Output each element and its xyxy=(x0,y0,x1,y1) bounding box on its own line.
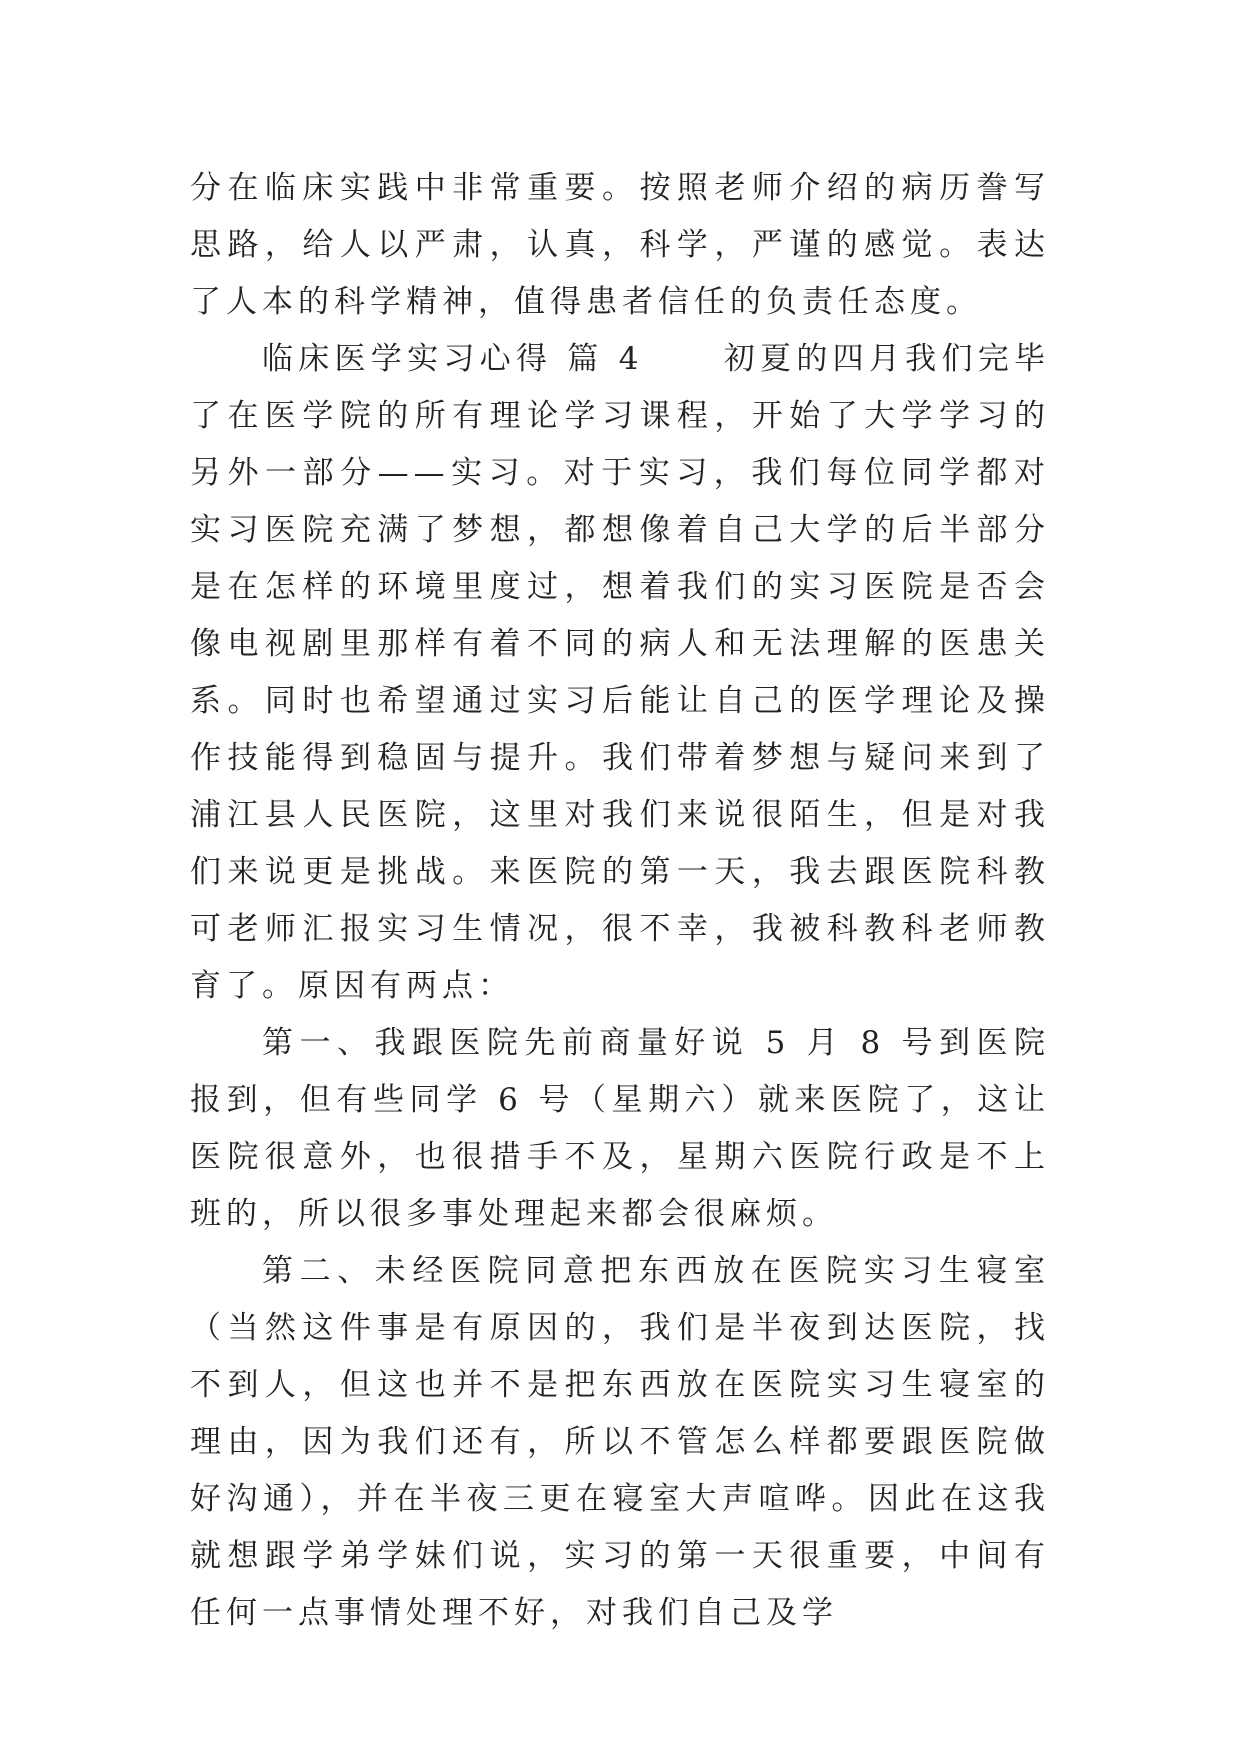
paragraph-reason-two xyxy=(190,1243,1050,1642)
paragraph-text: 第一、我跟医院先前商量好说 5 月 8 号到医院报到，但有些同学 6 号（星期六）就来医院了，这让医院很意外，也很措手不及，星期六医院行政是不上班的，所以很多事处理起来都会很麻烦。 xyxy=(190,1025,1050,1232)
section-heading: 临床医学实习心得 篇 4 xyxy=(262,341,644,377)
paragraph-text: 分在临床实践中非常重要。按照老师介绍的病历誊写思路，给人以严肃，认真，科学，严谨的感觉。表达了人本的科学精神，值得患者信任的负责任态度。 xyxy=(190,170,1050,320)
paragraph-text: 初夏的四月我们完毕了在医学院的所有理论学习课程，开始了大学学习的另外一部分——实习。对于实习，我们每位同学都对实习医院充满了梦想，都想像着自己大学的后半部分是在怎样的环境里度过，想着我们的实习医院是否会像电视剧里那样有着不同的病人和无法理解的医患关系。同时也希望通过实习后能让自己的医学理论及操作技能得到稳固与提升。我们带着梦想与疑问来到了浦江县人民医院，这里对我们来说很陌生，但是对我们来说更是挑战。来医院的第一天，我去跟医院科教可老师汇报实习生情况，很不幸，我被科教科老师教育了。原因有两点： xyxy=(190,341,1051,1004)
paragraph-section-4 xyxy=(190,331,1050,1015)
paragraph-continuation xyxy=(190,160,1050,331)
document-body xyxy=(190,160,1050,1642)
paragraph-text: 第二、未经医院同意把东西放在医院实习生寝室（当然这件事是有原因的，我们是半夜到达医院，找不到人，但这也并不是把东西放在医院实习生寝室的理由，因为我们还有，所以不管怎么样都要跟医院做好沟通），并在半夜三更在寝室大声喧哗。因此在这我就想跟学弟学妹们说，实习的第一天很重要，中间有任何一点事情处理不好，对我们自己及学 xyxy=(190,1253,1050,1631)
paragraph-reason-one xyxy=(190,1015,1050,1243)
